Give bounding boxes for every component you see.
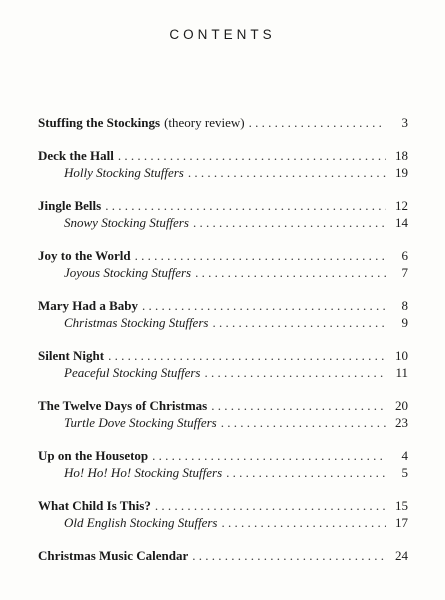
toc-page-number: 7 [401, 265, 408, 280]
toc-page-number: 23 [395, 415, 408, 430]
toc-subentry-title: Peaceful Stocking Stuffers [64, 365, 201, 380]
toc-entry[interactable] [38, 547, 408, 564]
toc-entry[interactable] [38, 347, 408, 364]
toc-entry[interactable] [38, 197, 408, 214]
toc-subentry-title: Holly Stocking Stuffers [64, 165, 184, 180]
toc-entry[interactable] [38, 147, 408, 164]
toc-group [38, 497, 408, 531]
dot-leader [155, 497, 386, 514]
toc-subentry[interactable] [38, 364, 408, 381]
toc-subentry-title: Old English Stocking Stuffers [64, 515, 218, 530]
toc-page-number: 6 [401, 248, 408, 263]
toc-subentry[interactable] [38, 414, 408, 431]
toc-subentry[interactable] [38, 314, 408, 331]
toc-page-number: 4 [401, 448, 408, 463]
toc-page-number: 9 [401, 315, 408, 330]
toc-page-number: 17 [395, 515, 408, 530]
toc-entry-title: The Twelve Days of Christmas [38, 398, 208, 413]
dot-leader [192, 547, 386, 564]
toc-page-number: 15 [395, 498, 408, 513]
toc-entry-title: Christmas Music Calendar [38, 548, 189, 563]
toc-entry-title: What Child Is This? [38, 498, 151, 513]
toc-page-number: 8 [401, 298, 408, 313]
toc-entry[interactable] [38, 497, 408, 514]
dot-leader [193, 214, 386, 231]
dot-leader [118, 147, 386, 164]
dot-leader [226, 464, 386, 481]
toc-page-number: 11 [395, 365, 408, 380]
toc-entry-title: Up on the Housetop [38, 448, 149, 463]
toc-page-number: 10 [395, 348, 408, 363]
toc-subentry[interactable] [38, 264, 408, 281]
toc-page-number: 20 [395, 398, 408, 413]
toc-page-number: 5 [401, 465, 408, 480]
toc-group [38, 397, 408, 431]
toc-page-number: 14 [395, 215, 408, 230]
toc-subentry-title: Christmas Stocking Stuffers [64, 315, 209, 330]
toc-group [38, 114, 408, 131]
dot-leader [221, 414, 386, 431]
toc-page-number: 19 [395, 165, 408, 180]
toc-entry[interactable] [38, 447, 408, 464]
toc-group [38, 247, 408, 281]
toc-entry[interactable] [38, 114, 408, 131]
toc-group [38, 197, 408, 231]
dot-leader [204, 364, 386, 381]
toc-entry-title: Jingle Bells [38, 198, 102, 213]
toc-entry[interactable] [38, 397, 408, 414]
toc-page-number: 3 [401, 115, 408, 130]
dot-leader [212, 314, 386, 331]
dot-leader [188, 164, 386, 181]
toc-subentry[interactable] [38, 514, 408, 531]
dot-leader [249, 114, 386, 131]
page-title: CONTENTS [169, 27, 276, 42]
dot-leader [135, 247, 386, 264]
toc-subentry[interactable] [38, 464, 408, 481]
toc-group [38, 347, 408, 381]
table-of-contents [38, 114, 408, 580]
toc-entry-title: Deck the Hall [38, 148, 114, 163]
dot-leader [142, 297, 386, 314]
dot-leader [105, 197, 386, 214]
toc-subentry-title: Ho! Ho! Ho! Stocking Stuffers [64, 465, 223, 480]
toc-group [38, 547, 408, 564]
toc-page-number: 18 [395, 148, 408, 163]
toc-page-number: 24 [395, 548, 408, 563]
dot-leader [195, 264, 386, 281]
toc-entry-title: Joy to the World [38, 248, 131, 263]
toc-entry[interactable] [38, 297, 408, 314]
toc-entry-title: Silent Night [38, 348, 105, 363]
dot-leader [152, 447, 386, 464]
toc-group [38, 147, 408, 181]
toc-entry-title: Stuffing the Stockings [38, 115, 161, 130]
toc-group [38, 297, 408, 331]
toc-page-number: 12 [395, 198, 408, 213]
toc-subentry-title: Turtle Dove Stocking Stuffers [64, 415, 217, 430]
dot-leader [211, 397, 386, 414]
toc-subentry-title: Snowy Stocking Stuffers [64, 215, 189, 230]
dot-leader [108, 347, 386, 364]
toc-subentry-title: Joyous Stocking Stuffers [64, 265, 192, 280]
toc-subentry[interactable] [38, 214, 408, 231]
dot-leader [221, 514, 386, 531]
toc-group [38, 447, 408, 481]
toc-subentry[interactable] [38, 164, 408, 181]
toc-entry-title: Mary Had a Baby [38, 298, 139, 313]
toc-entry[interactable] [38, 247, 408, 264]
toc-entry-note: (theory review) [164, 115, 245, 130]
